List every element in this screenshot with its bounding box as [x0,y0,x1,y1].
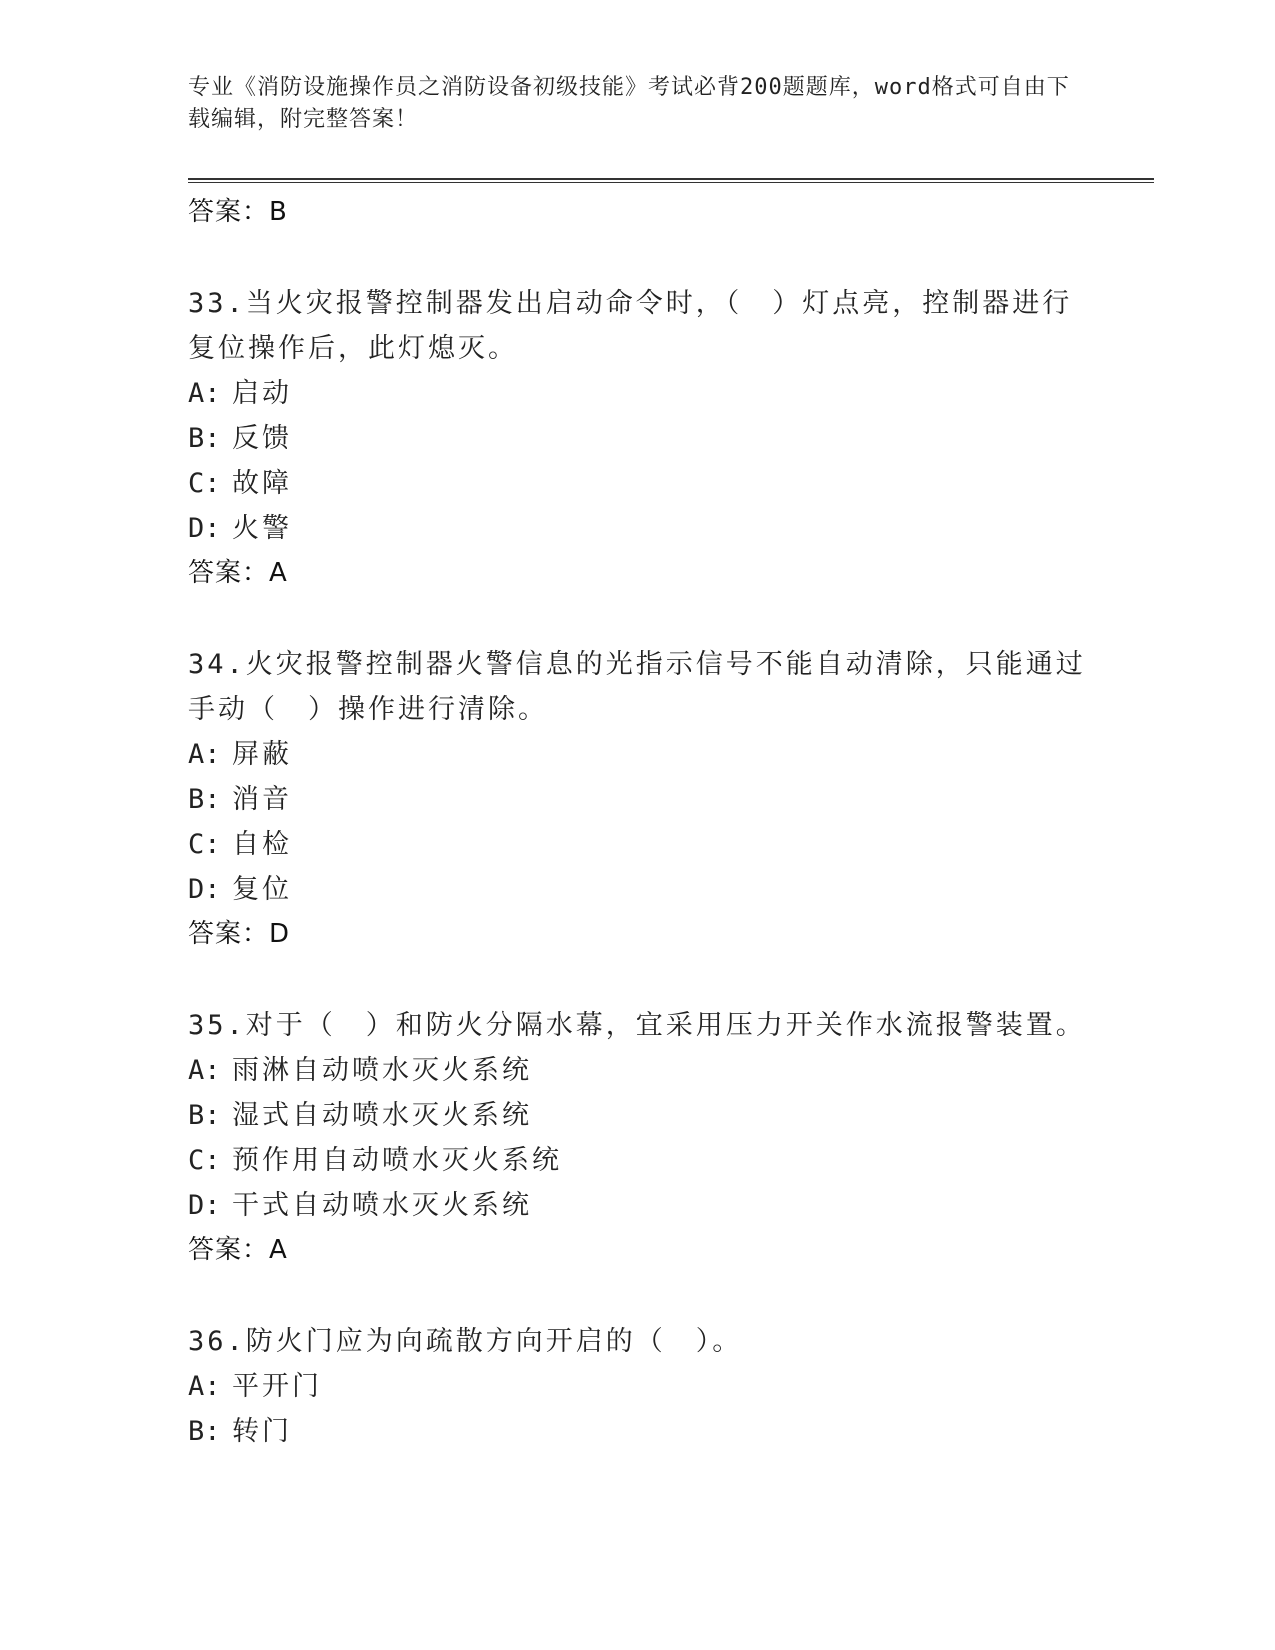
page-header: 专业《消防设施操作员之消防设备初级技能》考试必背200题题库，word格式可自由下载编辑，附完整答案！ [188,75,1070,132]
option-text: 自检 [232,829,292,860]
option-c [188,822,1088,867]
option-key: A: [188,378,221,409]
option-b [188,1409,1088,1454]
option-a [188,1364,1088,1409]
answer-line: 答案：A [188,1235,288,1265]
question-stem: 34.火灾报警控制器火警信息的光指示信号不能自动清除，只能通过手动（ ）操作进行清除。 [188,649,1086,725]
answer-line: 答案：A [188,558,288,588]
option-text: 湿式自动喷水灭火系统 [232,1100,532,1131]
option-b [188,1093,1088,1138]
option-a [188,371,1088,416]
option-text: 预作用自动喷水灭火系统 [232,1145,562,1176]
question-list [188,190,1088,1454]
option-text: 火警 [232,513,292,544]
option-a [188,1048,1088,1093]
option-text: 启动 [232,378,292,409]
option-c [188,1138,1088,1183]
option-text: 转门 [232,1416,292,1447]
question-stem: 36.防火门应为向疏散方向开启的（ ）。 [188,1326,743,1357]
option-text: 干式自动喷水灭火系统 [232,1190,532,1221]
option-d [188,1183,1088,1228]
question-item [188,1003,1088,1273]
question-item [188,1319,1088,1454]
option-key: A: [188,1371,221,1402]
option-key: C: [188,468,221,499]
answer-line: 答案：B [188,197,288,227]
option-text: 平开门 [232,1371,322,1402]
option-key: D: [188,513,221,544]
option-text: 反馈 [232,423,292,454]
option-d [188,506,1088,551]
header-divider [188,178,1154,183]
question-item [188,642,1088,957]
option-key: B: [188,1100,221,1131]
option-text: 故障 [232,468,292,499]
option-key: C: [188,829,221,860]
option-text: 消音 [232,784,292,815]
question-stem: 33.当火灾报警控制器发出启动命令时，（ ）灯点亮，控制器进行复位操作后，此灯熄灭。 [188,288,1073,364]
option-key: D: [188,874,221,905]
option-text: 复位 [232,874,292,905]
option-key: B: [188,423,221,454]
option-c [188,461,1088,506]
answer-line: 答案：D [188,919,291,949]
option-key: B: [188,1416,221,1447]
option-b [188,416,1088,461]
option-key: D: [188,1190,221,1221]
option-b [188,777,1088,822]
option-d [188,867,1088,912]
option-text: 屏蔽 [232,739,292,770]
option-text: 雨淋自动喷水灭火系统 [232,1055,532,1086]
option-key: B: [188,784,221,815]
option-key: A: [188,739,221,770]
question-item [188,281,1088,596]
option-key: A: [188,1055,221,1086]
option-a [188,732,1088,777]
option-key: C: [188,1145,221,1176]
question-stem: 35.对于（ ）和防火分隔水幕，宜采用压力开关作水流报警装置。 [188,1010,1086,1041]
